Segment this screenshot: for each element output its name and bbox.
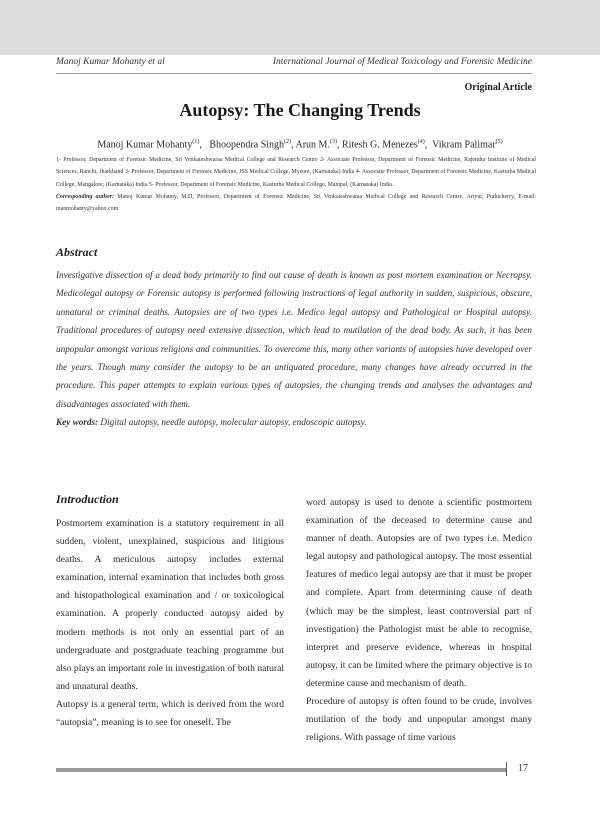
corresponding-author-label: Corresponding author:: [56, 193, 114, 200]
author-superscript: (5): [495, 139, 503, 145]
author-name: Manoj Kumar Mohanty: [97, 139, 193, 151]
paragraph: Autopsy is a general term, which is derived from the word “autopsia”, meaning is to see for oneself. The: [56, 698, 284, 729]
keywords-label: Key words:: [56, 417, 99, 428]
right-column: [306, 494, 532, 747]
article-type-label: Original Article: [464, 82, 532, 93]
author-separator: ,: [291, 139, 296, 151]
top-gray-band: [0, 0, 600, 55]
paragraph: Procedure of autopsy is often found to be crude, involves mutilation of the body and unpopular amongst many religions. With passage of time various: [306, 696, 532, 744]
header-rule: [56, 73, 532, 74]
abstract-text: Investigative dissection of a dead body primarily to find out cause of death is known as post mortem examination or Necropsy. Medicolegal autopsy or Forensic autopsy is performed following instructions of legal authority in sudden, suspicious, obscure, unnatural or criminal deaths. Autopsies are of two types i.e. Medico legal autopsy and Pathological or Hospital autopsy. Traditional procedures of autopsy need extensive dissection, which lead to mutilation of the dead body. As such, it has been unpopular amongst various religions and communities. To overcome this, many other variants of autopsies have developed over the years. Though many consider the autopsy to be an antiquated procedure, many changes have already occurred in the procedure. This paper attempts to explain various types of autopsies, the changing trends and analyses the advantages and disadvantages associated with them.: [56, 270, 532, 409]
author-separator: ,: [336, 139, 342, 151]
running-header-journal: International Journal of Medical Toxicology and Forensic Medicine: [272, 57, 532, 67]
running-header-author: Manoj Kumar Mohanty et al: [56, 57, 165, 67]
author-name: Ritesh G. Menezes: [341, 139, 418, 151]
affiliations-block: [56, 154, 536, 215]
paragraph: Postmortem examination is a statutory requirement in all sudden, violent, unexplained, suspicious and litigious deaths. A meticulous autopsy includes external examination, internal examination that includes both gross and histopathological examination and / or toxicological examination. A properly conducted autopsy aided by modern methods is not only an essential part of an undergraduate and postgraduate teaching programme but also plays an important role in investigation of both natural and unnatural deaths.: [56, 518, 284, 692]
abstract-block: [56, 266, 532, 432]
author-name: Vikram Palimar: [432, 139, 496, 151]
author-superscript: (4): [417, 139, 425, 145]
footer-rule: [56, 768, 506, 772]
author-superscript: (2): [284, 139, 292, 145]
page-number: 17: [518, 763, 528, 774]
author-separator: ,: [424, 139, 433, 151]
paragraph: word autopsy is used to denote a scientific postmortem examination of the deceased to determine cause and manner of death. Autopsies are of two types i.e. Medico legal autopsy and pathological autopsy. The most essential features of medico legal autopsy are that it must be proper and complete. Apart from determining cause of death (which may be the simplest, least controversial part of investigation) the Pathologist must be able to recognise, interpret and preserve evidence, whereas in hospital autopsy, it can be limited where the primary objective is to determine cause and mechanism of death.: [306, 497, 532, 689]
author-separator: ,: [199, 139, 207, 151]
author-list: [0, 139, 600, 150]
left-column: [56, 515, 284, 732]
abstract-heading: Abstract: [56, 245, 98, 259]
author-name: Bhoopendra Singh: [209, 139, 285, 151]
introduction-heading: Introduction: [56, 492, 119, 506]
paper-title: Autopsy: The Changing Trends: [179, 100, 421, 120]
affiliations-text: 1- Professor, Department of Forensic Medicine, Sri Venkateshwaraa Medical College and Research Centre 2- Associate Professor, Department of Forensic Medicine, Rajendra Institute of Medical Sciences, Ranchi, Jharkhand 3- Professor, Department of Forensic Medicine, JSS Medical College, Mysore, (Karnataka) India 4- Associate Professor, Department of Forensic Medicine, Kasturba Medical College, Mangalore, (Karnataka) India 5- Professor, Department of Forensic Medicine, Kasturba Medical College, Manipal, (Karnataka) India.: [56, 157, 536, 188]
author-name: Arun M.: [295, 139, 330, 151]
corresponding-author-text: Manoj Kumar Mohanty, M.D, Professor, Department of Forensic Medicine, Sri Venkateshwaraa Medical College and Research Centre, Ariyur, Puducherry, E-mail: manmohanty@yahoo.com: [56, 193, 536, 213]
author-superscript: (3): [329, 139, 337, 145]
keywords-text: Digital autopsy, needle autopsy, molecular autopsy, endoscopic autopsy.: [98, 417, 367, 428]
author-superscript: (1): [192, 139, 200, 145]
footer-separator: [506, 762, 507, 776]
keywords-line: [56, 413, 532, 431]
